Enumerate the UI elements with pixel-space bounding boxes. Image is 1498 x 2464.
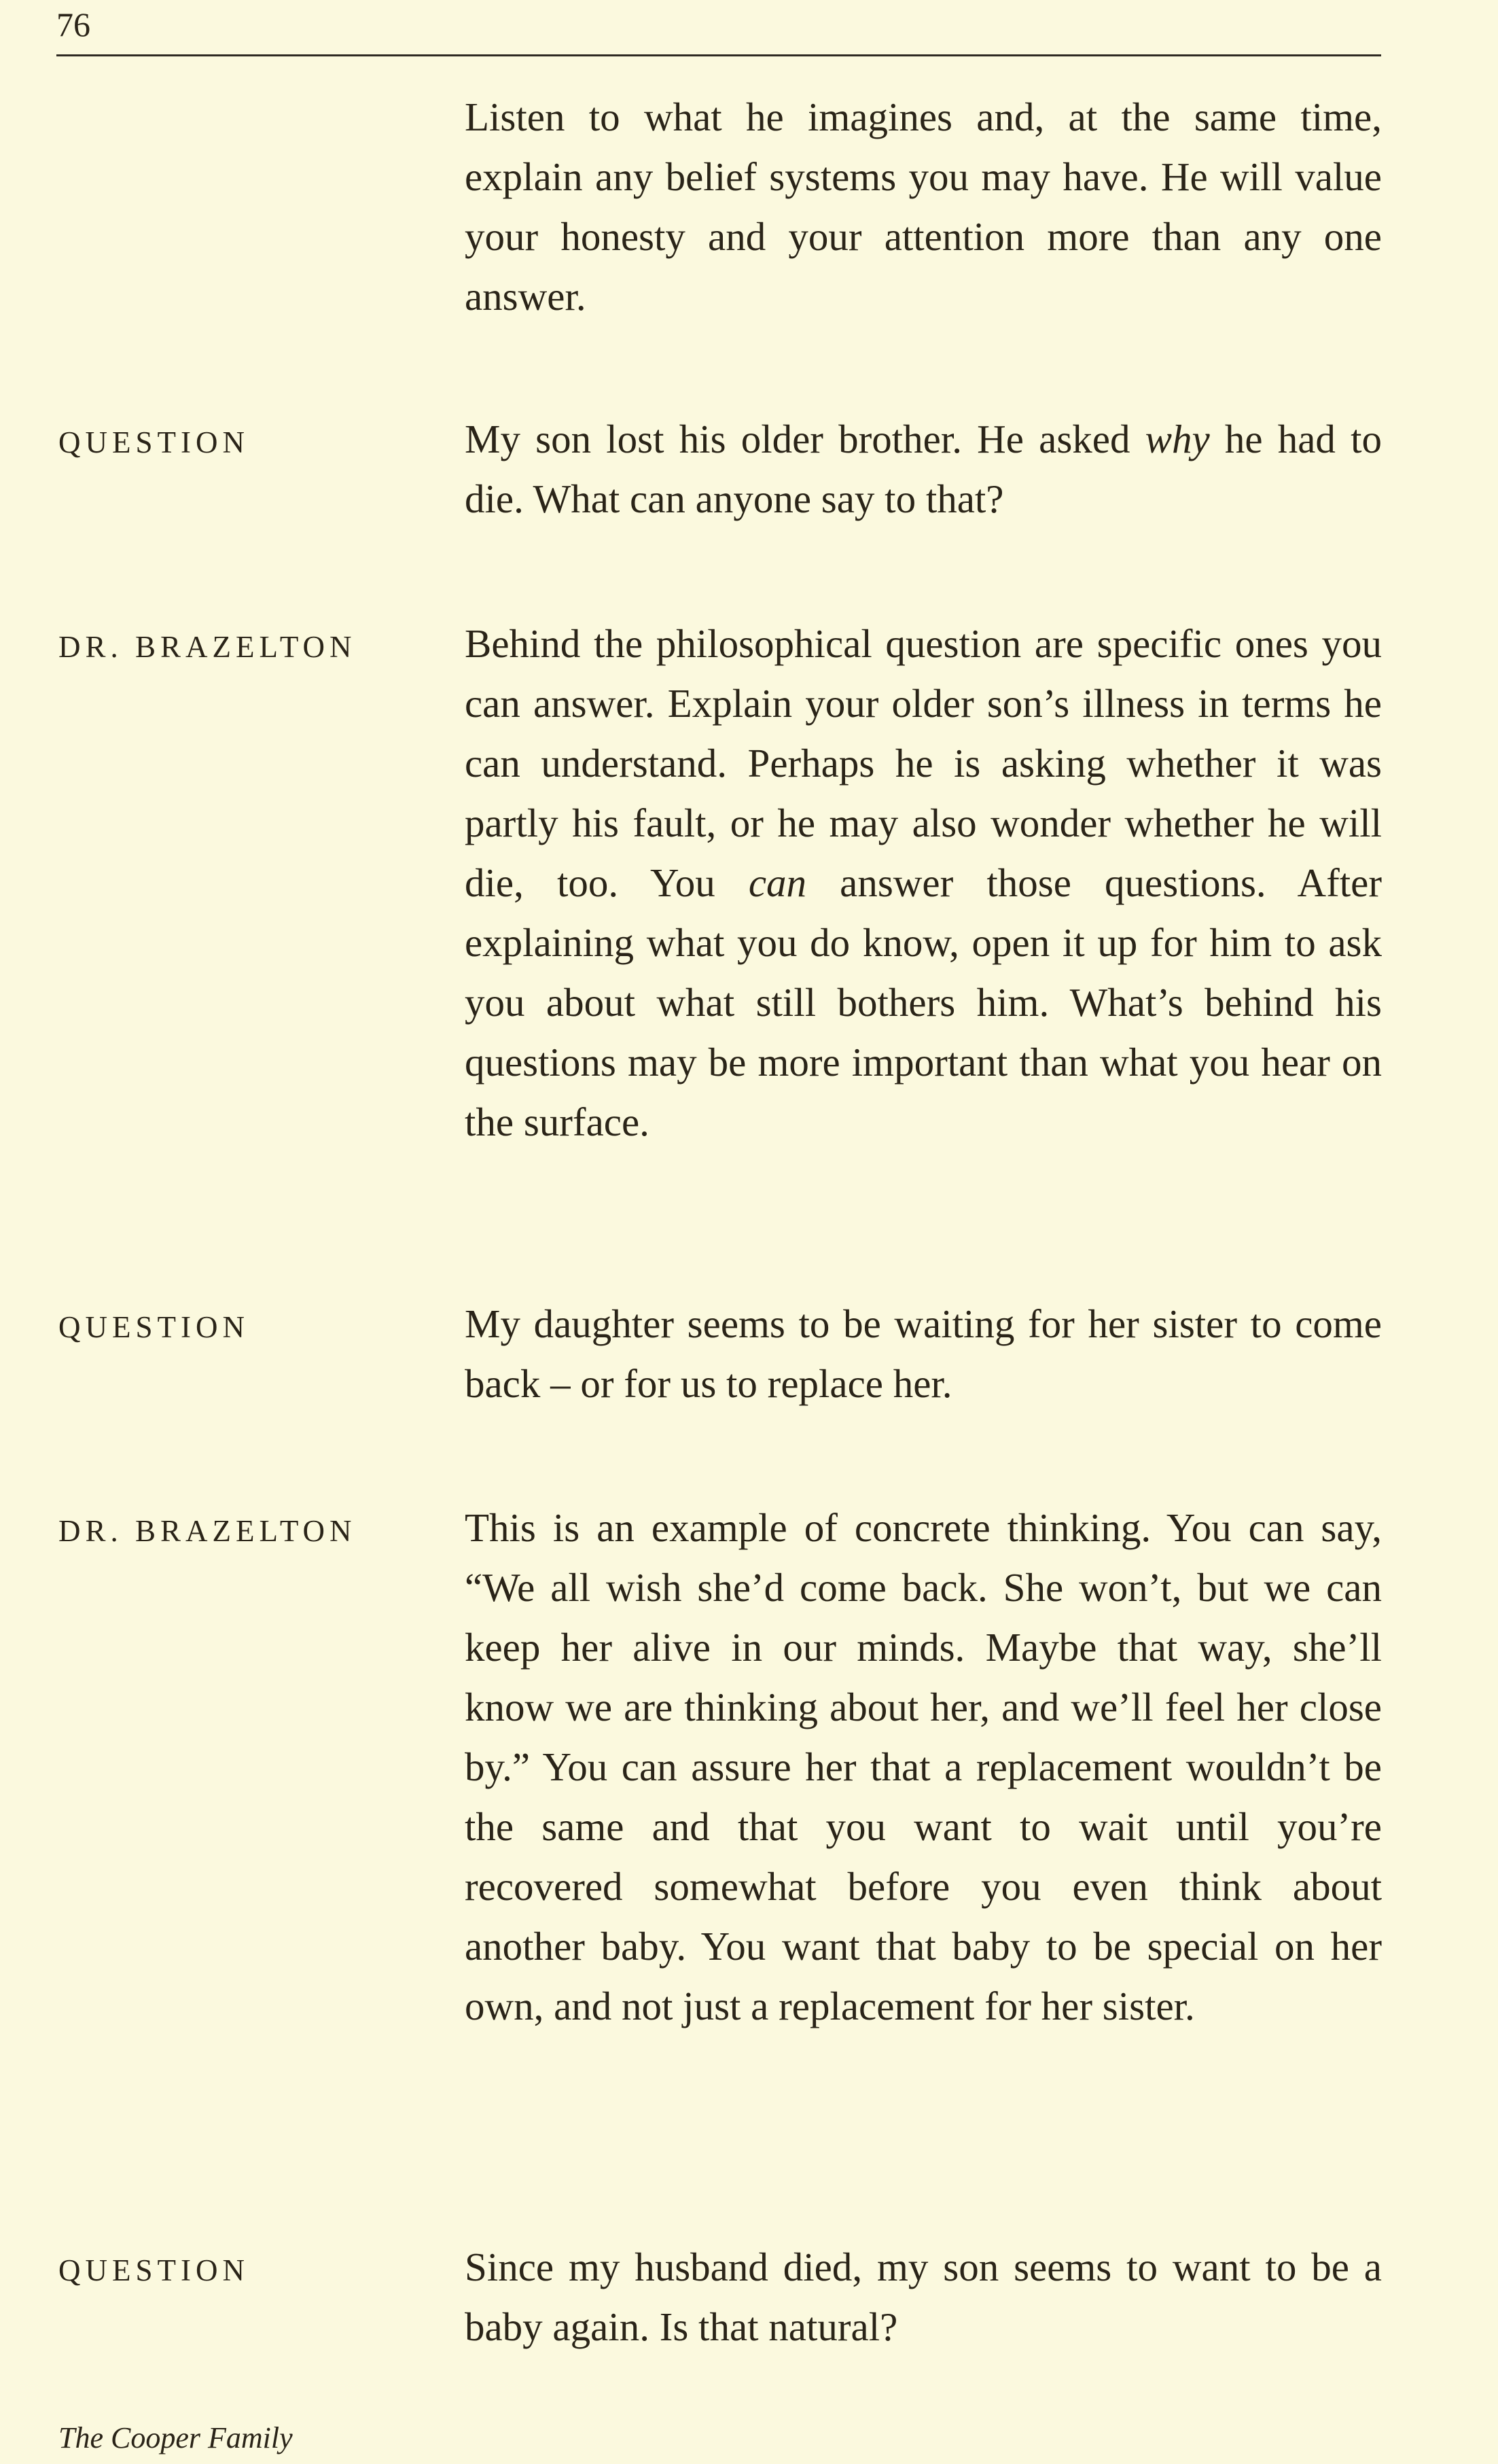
text-run: answer those questions. After explaining what you do know, open it up for him to ask you about what still bothers him. What’s behind his questions may be more important than what you hear on the surface. xyxy=(465,860,1383,1144)
speaker-label: QUESTION xyxy=(58,2253,249,2287)
speaker-label: QUESTION xyxy=(58,1310,249,1344)
entry-text xyxy=(465,2237,1382,2357)
speaker-label: DR. BRAZELTON xyxy=(58,1514,357,1548)
page-number: 76 xyxy=(56,5,90,43)
running-footer: The Cooper Family xyxy=(58,2421,293,2454)
emphasis-run: can xyxy=(748,860,807,905)
entry-text xyxy=(465,1294,1382,1413)
text-run: My son lost his older brother. He asked xyxy=(465,417,1145,461)
emphasis-run: why xyxy=(1145,417,1210,461)
speaker-label: DR. BRAZELTON xyxy=(58,630,357,664)
text-run: he had to die. What can anyone say to that? xyxy=(465,417,1382,521)
intro-paragraph: Listen to what he imagines and, at the same time, explain any belief systems you may have. He will value your honesty and your attention more than any one answer. xyxy=(465,94,1382,319)
text-run: This is an example of concrete thinking. You can say, “We all wish she’d come back. She won’t, but we can keep her alive in our minds. Maybe that way, she’ll know we are thinking about her, and we’ll feel her close by.” You can assure her that a replacement wouldn’t be the same and that you want to wait until you’re recovered somewhat before you even think about another baby. You want that baby to be special on her own, and not just a replacement for her sister. xyxy=(465,1505,1382,2028)
text-run: My daughter seems to be waiting for her sister to come back – or for us to replace her. xyxy=(465,1301,1382,1406)
header-rule xyxy=(56,54,1381,56)
speaker-label: QUESTION xyxy=(58,425,249,459)
entry-text xyxy=(465,1498,1382,2036)
text-run: Behind the philosophical question are specific ones you can answer. Explain your older son’s illness in terms he can understand. Perhaps he is asking whether it was partly his fault, or he may also wonder whether he will die, too. You xyxy=(465,621,1382,905)
entry-text xyxy=(465,614,1382,1152)
text-run: Since my husband died, my son seems to want to be a baby again. Is that natural? xyxy=(465,2245,1382,2349)
entry-text xyxy=(465,409,1382,529)
